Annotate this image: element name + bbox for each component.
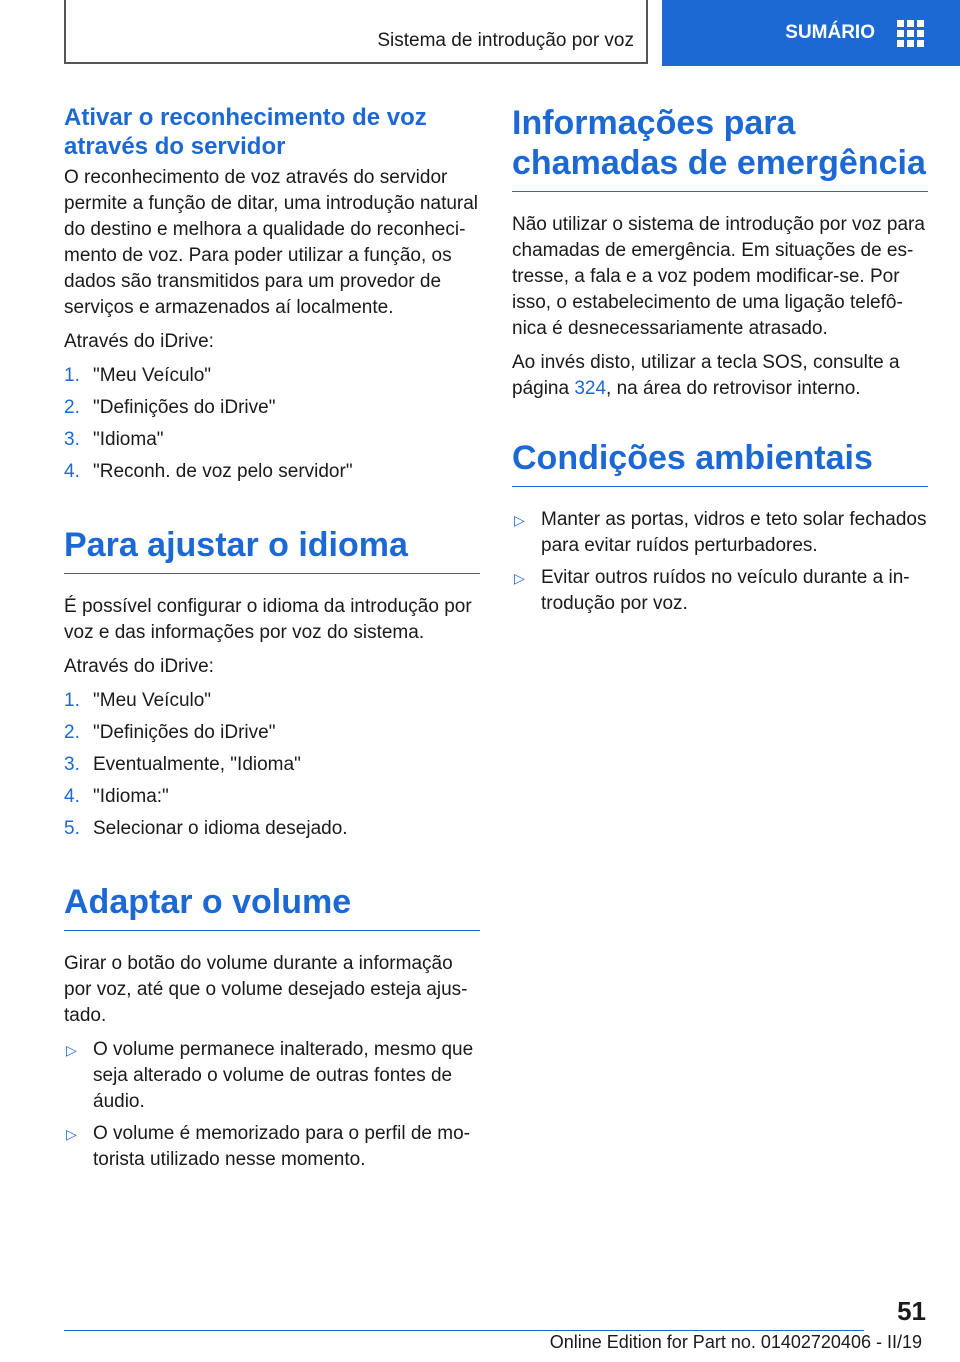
- heading-line: Ativar o reconhecimento de voz: [64, 104, 427, 131]
- heading-line: chamadas de emergência: [512, 144, 926, 182]
- bullet-text: Manter as portas, vidros e teto solar fechados para evitar ruídos perturbadores.: [541, 509, 927, 556]
- triangle-bullet-icon: ▷: [66, 1042, 77, 1058]
- page-link[interactable]: 324: [574, 378, 607, 399]
- list-item: [64, 363, 480, 389]
- heading-line: Informações para: [512, 104, 796, 142]
- step-text: "Reconh. de voz pelo servidor": [93, 461, 353, 482]
- section-heading-condicoes: Condições ambientais: [512, 438, 928, 487]
- text: Ao invés disto, utilizar a tecla SOS, consulte a página: [512, 352, 900, 399]
- sumario-label: SUMÁRIO: [785, 22, 875, 43]
- bullet-text: O volume permanece inalterado, mesmo que seja alterado o volume de outras fontes de áudio.: [93, 1039, 474, 1112]
- steps-list: [64, 688, 480, 842]
- list-item: [64, 720, 480, 746]
- triangle-bullet-icon: ▷: [66, 1126, 77, 1142]
- list-item: [64, 688, 480, 714]
- step-text: "Definições do iDrive": [93, 397, 276, 418]
- section-title: Sistema de introdução por voz: [64, 0, 648, 64]
- footer-edition: Online Edition for Part no. 01402720406 - II/19: [549, 1332, 922, 1352]
- step-text: "Idioma": [93, 429, 164, 450]
- list-item: [64, 395, 480, 421]
- step-number: 1.: [64, 690, 80, 711]
- steps-list: [64, 363, 480, 485]
- section-heading-idioma: Para ajustar o idioma: [64, 525, 480, 574]
- paragraph: É possível configurar o idioma da introdução por voz e das informações por voz do sistema.: [64, 596, 472, 643]
- bullet-list: [512, 507, 928, 617]
- section-heading-volume: Adaptar o volume: [64, 882, 480, 931]
- list-item: [64, 816, 480, 842]
- list-item: [64, 1121, 480, 1173]
- section-heading-servidor: [64, 103, 480, 161]
- paragraph: Girar o botão do volume durante a informação por voz, até que o volume desejado esteja ajustado.: [64, 953, 468, 1026]
- paragraph: Através do iDrive:: [64, 331, 214, 352]
- page-number: 51: [897, 1296, 926, 1326]
- step-text: Eventualmente, "Idioma": [93, 754, 301, 775]
- step-number: 4.: [64, 461, 80, 482]
- bullet-text: Evitar outros ruídos no veículo durante a introdução por voz.: [541, 567, 910, 614]
- list-item: [64, 784, 480, 810]
- paragraph: Não utilizar o sistema de introdução por voz para chamadas de emergência. Em situações de estresse, a fala e a voz podem modificar-se. Por isso, o estabelecimento de uma ligação telefônica é desnecessariamente atrasado.: [512, 214, 925, 339]
- step-number: 3.: [64, 754, 80, 775]
- step-text: "Meu Veículo": [93, 690, 212, 711]
- list-item: [64, 752, 480, 778]
- step-text: "Meu Veículo": [93, 365, 212, 386]
- step-number: 5.: [64, 818, 80, 839]
- sumario-button[interactable]: [662, 0, 960, 66]
- list-item: [512, 565, 928, 617]
- heading-line: através do servidor: [64, 133, 286, 160]
- paragraph: [512, 350, 928, 402]
- bullet-list: [64, 1037, 480, 1173]
- right-column: [512, 103, 928, 625]
- bullet-text: O volume é memorizado para o perfil de motorista utilizado nesse momento.: [93, 1123, 470, 1170]
- left-column: [64, 103, 480, 1181]
- step-text: "Idioma:": [93, 786, 169, 807]
- triangle-bullet-icon: ▷: [514, 512, 525, 528]
- step-number: 3.: [64, 429, 80, 450]
- triangle-bullet-icon: ▷: [514, 570, 525, 586]
- paragraph: Através do iDrive:: [64, 656, 214, 677]
- step-number: 4.: [64, 786, 80, 807]
- page-header: [0, 0, 960, 66]
- section-heading-emergencia: [512, 103, 928, 192]
- paragraph: O reconhecimento de voz através do servidor permite a função de ditar, uma introdução natural do destino e melhora a qualidade do reconhecimento de voz. Para poder utilizar a função, os dados são transmitidos para um provedor de serviços e armazenados aí localmente.: [64, 167, 479, 318]
- step-text: Selecionar o idioma desejado.: [93, 818, 348, 839]
- step-number: 2.: [64, 397, 80, 418]
- grid-menu-icon: [897, 20, 924, 47]
- step-number: 1.: [64, 365, 80, 386]
- step-text: "Definições do iDrive": [93, 722, 276, 743]
- list-item: [64, 459, 480, 485]
- list-item: [64, 1037, 480, 1115]
- footer-divider: [64, 1330, 864, 1331]
- step-number: 2.: [64, 722, 80, 743]
- list-item: [64, 427, 480, 453]
- list-item: [512, 507, 928, 559]
- text: , na área do retrovisor interno.: [606, 378, 861, 399]
